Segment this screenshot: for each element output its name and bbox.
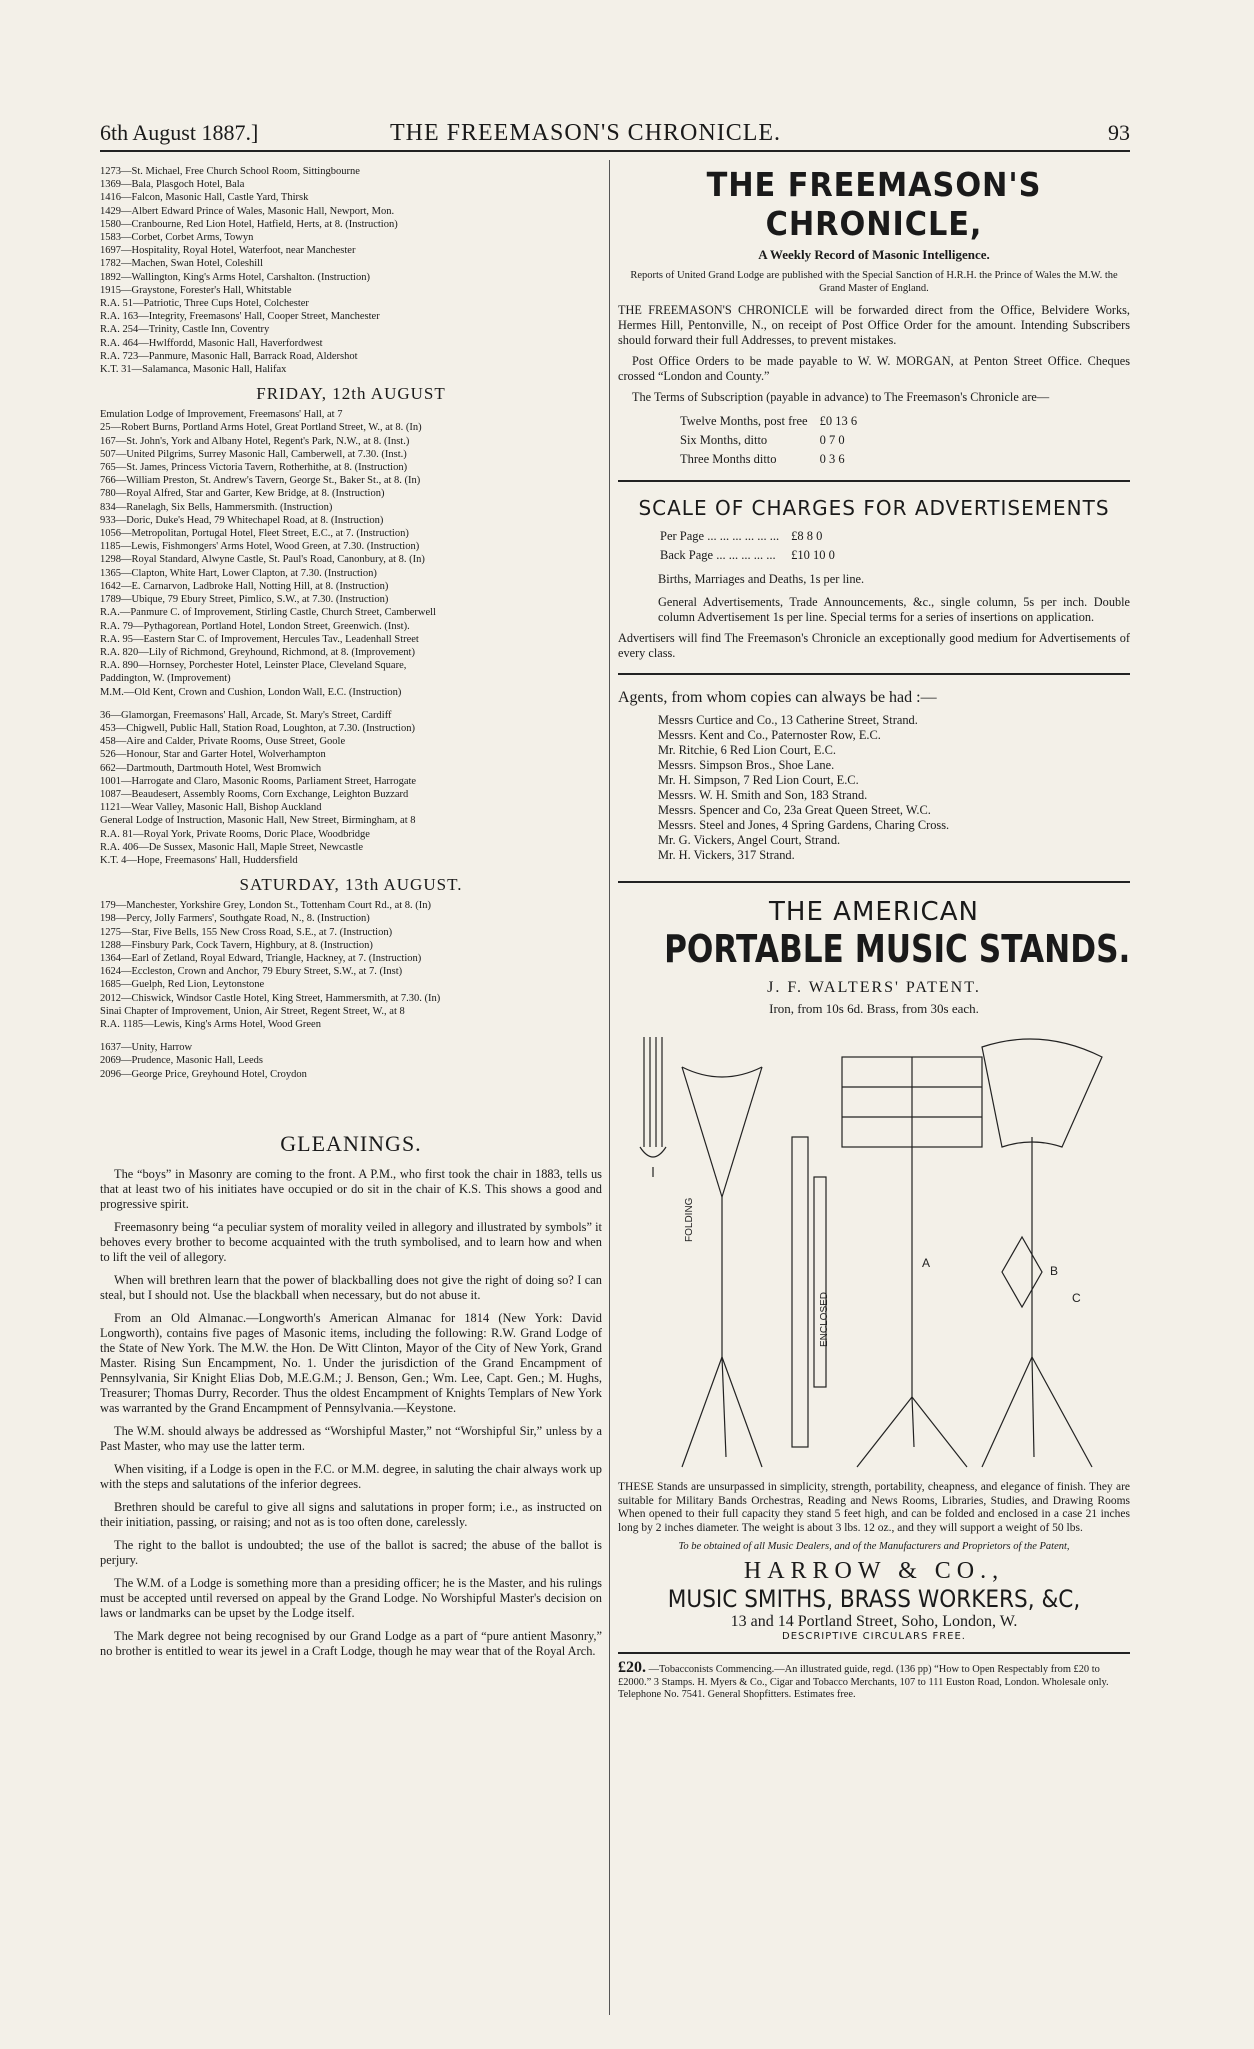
gleanings-paragraph: The right to the ballot is undoubted; the use of the ballot is sacred; the abuse of the ballot is perjury. [100,1537,602,1567]
list-item: 1697—Hospitality, Royal Hotel, Waterfoot, near Manchester [100,245,356,257]
table-cell-label: Six Months, ditto [680,433,768,447]
list-item: Mr. Ritchie, 6 Red Lion Court, E.C. [658,743,836,757]
chronicle-forwarding: THE FREEMASON'S CHRONICLE will be forwarded direct from the Office, Belvidere Works, Hermes Hill, Pentonville, N., on receipt of Post Office Order for the amount. Intending Subscribers should forward their full Addresses, to prevent mistakes. [618,303,1130,347]
saturday-heading: SATURDAY, 13th AUGUST. [239,875,463,895]
births-rate: Births, Marriages and Deaths, 1s per line. [658,572,865,586]
table-cell-price: £8 8 0 [791,529,823,543]
gleanings-paragraph: From an Old Almanac.—Longworth's American Almanac for 1814 (New York: David Longworth), contains five pages of Masonic items, including the following: R.W. Grand Lodge of the State of New York. The M.W. the Hon. De Witt Clinton, Mayor of the City of New York, Grand Master. Rising Sun Encampment, No. 1. Under the jurisdiction of the Grand Encampment of Pennsylvania, Sir Knight Elias Dob, M.E.G.M.; J. Benson, Gen.; Wm. Lee, Capt. Gen.; M. Hughs, Treasurer; Thomas Durry, Recorder. Thus the oldest Encampment of Knights Templars of New York was warranted by the Grand Encampment of Pennsylvania.—Keystone. [100,1310,602,1415]
list-item: R.A.—Panmure C. of Improvement, Stirling Castle, Church Street, Camberwell [100,607,436,619]
list-item: 766—William Preston, St. Andrew's Tavern, George St., Baker St., at 8. (In) [100,475,421,487]
list-item: 1637—Unity, Harrow [100,1042,193,1054]
list-item: Paddington, W. (Improvement) [100,673,231,685]
list-item: 36—Glamorgan, Freemasons' Hall, Arcade, St. Mary's Street, Cardiff [100,709,392,721]
list-item: 458—Aire and Calder, Private Rooms, Ouse Street, Goole [100,736,346,748]
lodge-list-saturday [100,899,602,1031]
lodge-list-saturday-provincial [100,1041,602,1081]
label-b: B [1050,1264,1059,1278]
table-cell-price: 0 3 6 [819,452,845,466]
list-item: 1642—E. Carnarvon, Ladbroke Hall, Notting Hill, at 8. (Instruction) [100,580,389,592]
list-item: 179—Manchester, Yorkshire Grey, London St., Tottenham Court Rd., at 8. (In) [100,900,432,912]
list-item: 1580—Cranbourne, Red Lion Hotel, Hatfield, Herts, at 8. (Instruction) [100,218,398,230]
list-item: R.A. 163—Integrity, Freemasons' Hall, Cooper Street, Manchester [100,311,380,323]
list-item: M.M.—Old Kent, Crown and Cushion, London Wall, E.C. (Instruction) [100,686,402,698]
list-item: 1416—Falcon, Masonic Hall, Castle Yard, Thirsk [100,192,309,204]
gleanings-paragraph: Brethren should be careful to give all signs and salutations in proper form; i.e., as instructed on their initiation, passing, or raising; and not as is too often done, carelessly. [100,1499,602,1529]
list-item: 25—Robert Burns, Portland Arms Hotel, Great Portland Street, W., at 8. (In) [100,422,422,434]
list-item: 1685—Guelph, Red Lion, Leytonstone [100,979,265,991]
music-stands-line1: THE AMERICAN [769,897,979,927]
chronicle-subtitle: A Weekly Record of Masonic Intelligence. [758,247,990,262]
gleanings-paragraph: When will brethren learn that the power of blackballing does not give the right of doing so? I can steal, but I should not. Use the blackball when necessary, but do not abuse it. [100,1272,602,1302]
table-cell-price: 0 7 0 [819,433,845,447]
enclosed-label: ENCLOSED [819,1291,830,1347]
list-item: 1782—Machen, Swan Hotel, Coleshill [100,258,264,270]
list-item: R.A. 406—De Sussex, Masonic Hall, Maple Street, Newcastle [100,841,364,853]
music-stands-headline: PORTABLE MUSIC STANDS. [664,927,1131,971]
lodge-list-friday [100,408,602,698]
table-cell-price: £0 13 6 [819,414,858,428]
chronicle-terms: The Terms of Subscription (payable in advance) to The Freemason's Chronicle are— [632,390,1050,404]
subscription-table [678,411,869,470]
table-row [680,451,867,468]
table-cell-label: Per Page ... ... ... ... ... ... [660,529,780,543]
table-cell-label: Back Page ... ... ... ... ... [660,548,776,562]
music-stands-illustration [622,1027,1126,1477]
music-stands-engraving [622,1027,1122,1477]
table-row [680,432,867,449]
list-item: Mr. G. Vickers, Angel Court, Strand. [658,833,841,847]
folding-label: FOLDING [684,1197,695,1242]
gleanings-paragraph: When visiting, if a Lodge is open in the F.C. or M.M. degree, in saluting the chair always work up with the steps and salutations of the inferior degrees. [100,1461,602,1491]
list-item: R.A. 95—Eastern Star C. of Improvement, Hercules Tav., Leadenhall Street [100,633,419,645]
list-item: K.T. 31—Salamanca, Masonic Hall, Halifax [100,364,287,376]
advert-charges-table [658,526,847,566]
list-item: R.A. 81—Royal York, Private Rooms, Doric Place, Woodbridge [100,828,370,840]
list-item: 1273—St. Michael, Free Church School Room, Sittingbourne [100,166,360,177]
list-item: 834—Ranelagh, Six Bells, Hammersmith. (Instruction) [100,501,333,513]
list-item: 1298—Royal Standard, Alwyne Castle, St. Paul's Road, Canonbury, at 8. (In) [100,554,425,566]
label-c: C [1072,1291,1081,1305]
list-item: Messrs. Kent and Co., Paternoster Row, E.C. [658,728,881,742]
stands-description: THESE Stands are unsurpassed in simplicity, strength, portability, cheapness, and elegance of finish. They are suitable for Military Bands Orchestras, Reading and News Rooms, Libraries, Studies, and Drawing Rooms When opened to their full capacity they stand 5 feet high, and can be folded and enclosed in a case 21 inches long by 2 inches diameter. The weight is about 3 lbs. 12 oz., and they will support a weight of 50 lbs. [618,1481,1130,1534]
right-column [618,165,1130,1702]
page-header [100,120,1130,152]
list-item: 167—St. John's, York and Albany Hotel, Regent's Park, N.W., at 8. (Inst.) [100,435,410,447]
list-item: General Lodge of Instruction, Masonic Hall, New Street, Birmingham, at 8 [100,815,416,827]
list-item: Messrs. Simpson Bros., Shoe Lane. [658,758,835,772]
list-item: R.A. 464—Hwlffordd, Masonic Hall, Haverfordwest [100,337,323,349]
table-cell-label: Three Months ditto [680,452,777,466]
list-item: 765—St. James, Princess Victoria Tavern, Rotherhithe, at 8. (Instruction) [100,462,408,474]
divider [618,673,1130,675]
list-item: Mr. H. Vickers, 317 Strand. [658,848,795,862]
patent-line: J. F. WALTERS' PATENT. [767,979,981,996]
chronicle-payment: Post Office Orders to be made payable to W. W. MORGAN, at Penton Street Office. Cheques crossed “London and County.” [618,354,1130,383]
list-item: 453—Chigwell, Public Hall, Station Road, Loughton, at 7.30. (Instruction) [100,722,415,734]
friday-heading: FRIDAY, 12th AUGUST [256,384,446,404]
left-column [100,165,602,1667]
list-item: 1892—Wallington, King's Arms Hotel, Carshalton. (Instruction) [100,271,370,283]
list-item: R.A. 254—Trinity, Castle Inn, Coventry [100,324,270,336]
stand-prices: Iron, from 10s 6d. Brass, from 30s each. [769,1001,979,1016]
list-item: 2012—Chiswick, Windsor Castle Hotel, King Street, Hammersmith, at 7.30. (In) [100,992,441,1004]
list-item: 1789—Ubique, 79 Ebury Street, Pimlico, S.W., at 7.30. (Instruction) [100,594,389,606]
tobacco-text: —Tobacconists Commencing.—An illustrated guide, regd. (136 pp) “How to Open Respectably from £20 to £2000.” 3 Stamps. H. Myers & Co., Cigar and Tobacco Merchants, 107 to 111 Euston Road, London. Wholesale only. Telephone No. 7541. General Shopfitters. Estimates free. [618,1664,1109,1700]
list-item: 1429—Albert Edward Prince of Wales, Masonic Hall, Newport, Mon. [100,205,395,217]
list-item: 507—United Pilgrims, Surrey Masonic Hall, Camberwell, at 7.30. (Inst.) [100,448,407,460]
list-item: 1288—Finsbury Park, Cock Tavern, Highbury, at 8. (Instruction) [100,939,373,951]
list-item: R.A. 79—Pythagorean, Portland Hotel, London Street, Greenwich. (Inst). [100,620,410,632]
table-row [660,547,845,564]
list-item: 1185—Lewis, Fishmongers' Arms Hotel, Wood Green, at 7.30. (Instruction) [100,541,420,553]
gleanings-paragraph: Freemasonry being “a peculiar system of morality veiled in allegory and illustrated by symbols” it behoves every brother to become acquainted with the truth symbolised, and to learn how and when to lift the veil of allegory. [100,1219,602,1264]
advertisers-note: Advertisers will find The Freemason's Chronicle an exceptionally good medium for Advertisements of every class. [618,631,1130,660]
maker-trade: MUSIC SMITHS, BRASS WORKERS, &C, [667,1585,1081,1613]
list-item: Messrs Curtice and Co., 13 Catherine Street, Strand. [658,713,918,727]
list-item: 1365—Clapton, White Hart, Lower Clapton, at 7.30. (Instruction) [100,567,377,579]
list-item: R.A. 1185—Lewis, King's Arms Hotel, Wood Green [100,1018,321,1030]
list-item: 1056—Metropolitan, Portugal Hotel, Fleet Street, E.C., at 7. (Instruction) [100,528,409,540]
tobacco-price: £20. [618,1659,646,1676]
list-item: 662—Dartmouth, Dartmouth Hotel, West Bromwich [100,762,322,774]
list-item: 1087—Beaudesert, Assembly Rooms, Corn Exchange, Leighton Buzzard [100,788,409,800]
table-cell-price: £10 10 0 [791,548,835,562]
list-item: Sinai Chapter of Improvement, Union, Air Street, Regent Street, W., at 8 [100,1005,405,1017]
list-item: Messrs. Steel and Jones, 4 Spring Gardens, Charing Cross. [658,818,950,832]
agents-title: Agents, from whom copies can always be had :— [618,689,937,706]
maker-name: HARROW & CO., [743,1558,1005,1584]
lodge-list-friday-provincial [100,709,602,867]
table-row [660,528,845,545]
agents-list [658,713,1130,863]
list-item: R.A. 723—Panmure, Masonic Hall, Barrack Road, Aldershot [100,350,358,362]
advert-charges-title: SCALE OF CHARGES FOR ADVERTISEMENTS [638,496,1110,520]
list-item: 1275—Star, Five Bells, 155 New Cross Road, S.E., at 7. (Instruction) [100,926,393,938]
list-item: 1624—Eccleston, Crown and Anchor, 79 Ebury Street, S.W., at 7. (Inst) [100,966,403,978]
list-item: 1364—Earl of Zetland, Royal Edward, Triangle, Hackney, at 7. (Instruction) [100,952,422,964]
list-item: 933—Doric, Duke's Head, 79 Whitechapel Road, at 8. (Instruction) [100,514,384,526]
list-item: R.A. 890—Hornsey, Porchester Hotel, Leinster Place, Cleveland Square, [100,660,407,672]
divider [618,480,1130,482]
table-row [680,413,867,430]
gleanings-title: GLEANINGS. [280,1130,422,1156]
list-item: 780—Royal Alfred, Star and Garter, Kew Bridge, at 8. (Instruction) [100,488,385,500]
column-rule [609,160,610,2015]
issue-date: 6th August 1887.] [100,120,259,145]
gleanings-body [100,1167,602,1659]
obtain-note: To be obtained of all Music Dealers, and of the Manufacturers and Proprietors of the Patent, [678,1541,1070,1552]
chronicle-sanction: Reports of United Grand Lodge are published with the Special Sanction of H.R.H. the Prince of Wales the M.W. the Grand Master of England. [630,270,1118,294]
list-item: Mr. H. Simpson, 7 Red Lion Court, E.C. [658,773,859,787]
list-item: 198—Percy, Jolly Farmers', Southgate Road, N., 8. (Instruction) [100,913,370,925]
gleanings-paragraph: The W.M. should always be addressed as “Worshipful Master,” not “Worshipful Sir,” unless by a Past Master, who may use the latter term. [100,1423,602,1453]
list-item: Messrs. W. H. Smith and Son, 183 Strand. [658,788,868,802]
chronicle-masthead: THE FREEMASON'S CHRONICLE, [706,165,1042,243]
list-item: 1121—Wear Valley, Masonic Hall, Bishop Auckland [100,802,322,814]
list-item: 1369—Bala, Plasgoch Hotel, Bala [100,179,245,191]
gleanings-paragraph: The Mark degree not being recognised by our Grand Lodge as a part of “pure antient Masonry,” no brother is entitled to wear its jewel in a Craft Lodge, though he may wear that of the Royal Arch. [100,1628,602,1658]
list-item: 1915—Graystone, Forester's Hall, Whitstable [100,284,292,296]
tobacco-advert [618,1652,1130,1702]
list-item: 526—Honour, Star and Garter Hotel, Wolverhampton [100,749,326,761]
lodge-list-thursday [100,165,602,376]
general-advert-rates: General Advertisements, Trade Announcements, &c., single column, 5s per inch. Double column Advertisement 1s per line. Special terms for a series of insertions on application. [658,595,1130,624]
list-item: R.A. 51—Patriotic, Three Cups Hotel, Colchester [100,298,309,310]
page-number: 93 [1108,120,1130,145]
running-title: THE FREEMASON'S CHRONICLE. [390,120,782,146]
list-item: 1001—Harrogate and Claro, Masonic Rooms, Parliament Street, Harrogate [100,775,417,787]
list-item: 2069—Prudence, Masonic Hall, Leeds [100,1055,264,1067]
circulars-note: DESCRIPTIVE CIRCULARS FREE. [782,1631,966,1642]
gleanings-paragraph: The “boys” in Masonry are coming to the front. A P.M., who first took the chair in 1883, tells us that at least two of his initiates have occupied or do sit in the chair of K.S. This shows a good and progressive spirit. [100,1166,602,1211]
list-item: R.A. 820—Lily of Richmond, Greyhound, Richmond, at 8. (Improvement) [100,646,415,658]
table-cell-label: Twelve Months, post free [680,414,808,428]
label-a: A [922,1256,931,1270]
maker-address: 13 and 14 Portland Street, Soho, London, W. [730,1613,1018,1630]
list-item: 1583—Corbet, Corbet Arms, Towyn [100,232,254,244]
list-item: K.T. 4—Hope, Freemasons' Hall, Huddersfield [100,854,298,866]
divider [618,881,1130,883]
gleanings-paragraph: The W.M. of a Lodge is something more than a presiding officer; he is the Master, and his rulings must be accepted until reversed on appeal by the Grand Lodge. No Worshipful Master's decision on laws or landmarks can be upset by the Lodge itself. [100,1575,602,1620]
list-item: Emulation Lodge of Improvement, Freemasons' Hall, at 7 [100,409,343,421]
list-item: 2096—George Price, Greyhound Hotel, Croydon [100,1068,307,1080]
list-item: Messrs. Spencer and Co, 23a Great Queen Street, W.C. [658,803,931,817]
